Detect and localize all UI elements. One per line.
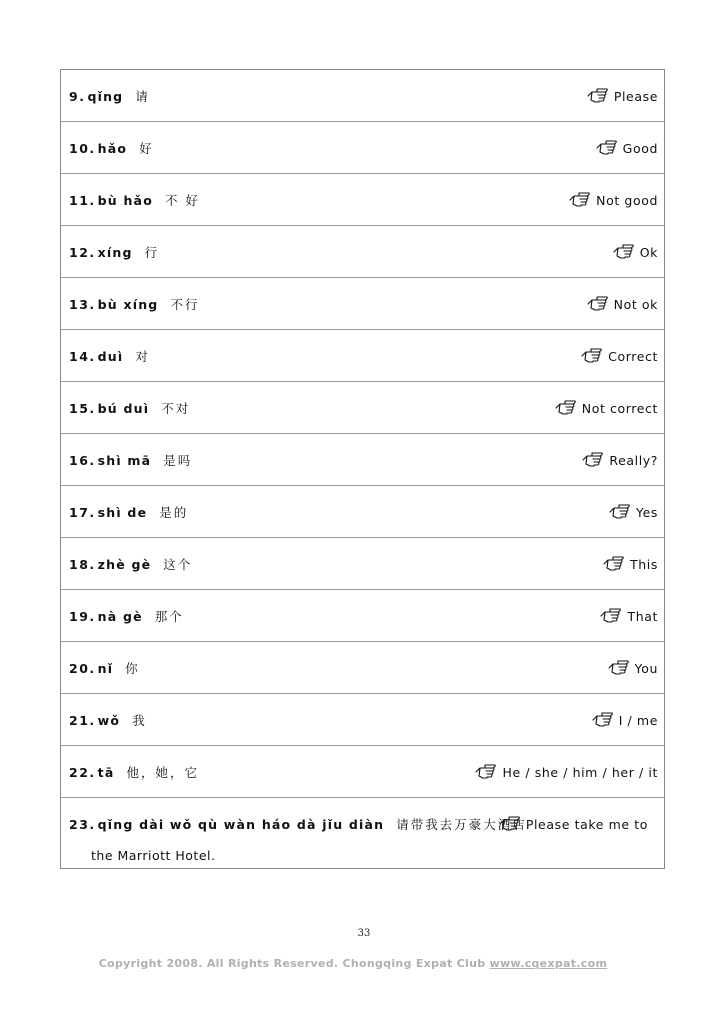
phrase-cell [69, 226, 159, 278]
chinese-text: 这个 [163, 557, 193, 572]
phrase-cell [69, 538, 192, 590]
english-text: Ok [639, 244, 658, 260]
english-cell [499, 798, 648, 850]
pinyin-text: duì [97, 348, 124, 364]
chinese-text: 是吗 [163, 453, 193, 468]
table-row [61, 642, 664, 694]
english-text: He / she / him / her / it [502, 764, 658, 780]
english-cell [569, 174, 658, 226]
pinyin-text: nǐ [97, 660, 114, 676]
phrase-cell [69, 486, 188, 538]
pointing-hand-icon [587, 295, 609, 313]
phrase-cell [69, 590, 184, 642]
pinyin-text: hǎo [97, 140, 128, 156]
phrase-cell [69, 694, 147, 746]
english-cell [600, 590, 658, 642]
chinese-text: 对 [135, 349, 150, 364]
chinese-text: 请带我去万豪大酒店 [396, 817, 527, 832]
english-text: Not correct [581, 400, 658, 416]
english-text: Good [622, 140, 658, 156]
row-number: 16. [69, 452, 96, 468]
row-number: 19. [69, 608, 96, 624]
english-text: That [627, 608, 658, 624]
footer [0, 957, 706, 970]
pointing-hand-icon [603, 555, 625, 573]
english-text: Correct [608, 348, 658, 364]
english-text: Please take me to [525, 816, 648, 832]
english-continuation: the Marriott Hotel. [91, 848, 216, 863]
pointing-hand-icon [582, 451, 604, 469]
table-row [61, 746, 664, 798]
table-row [61, 226, 664, 278]
phrase-cell [69, 122, 154, 174]
english-text: Please [613, 88, 658, 104]
pinyin-text: shì de [97, 504, 148, 520]
table-row [61, 590, 664, 642]
table-row [61, 70, 664, 122]
english-cell [603, 538, 658, 590]
english-text: This [630, 556, 658, 572]
row-number: 18. [69, 556, 96, 572]
chinese-text: 请 [135, 89, 150, 104]
row-number: 20. [69, 660, 96, 676]
row-number: 15. [69, 400, 96, 416]
pinyin-text: xíng [97, 244, 133, 260]
phrase-cell [69, 382, 190, 434]
english-text: You [634, 660, 658, 676]
chinese-text: 你 [125, 661, 140, 676]
pointing-hand-icon [613, 243, 635, 261]
chinese-text: 那个 [154, 609, 184, 624]
english-text: Really? [609, 452, 658, 468]
chinese-text: 我 [132, 713, 147, 728]
pinyin-text: bú duì [97, 400, 150, 416]
footer-link[interactable]: www.cqexpat.com [489, 957, 608, 970]
phrase-cell [69, 174, 200, 226]
english-cell [608, 642, 658, 694]
chinese-text: 行 [144, 245, 160, 260]
english-cell [596, 122, 658, 174]
row-number: 12. [69, 244, 96, 260]
table-row [61, 122, 664, 174]
english-text: Not good [596, 192, 658, 208]
pinyin-text: bù xíng [97, 296, 159, 312]
phrase-table [60, 69, 665, 869]
pointing-hand-icon [499, 815, 521, 833]
pinyin-text: nà gè [97, 608, 143, 624]
pointing-hand-icon [569, 191, 591, 209]
english-text: I / me [618, 712, 658, 728]
pinyin-text: tā [97, 764, 115, 780]
row-number: 11. [69, 192, 96, 208]
row-number: 13. [69, 296, 96, 312]
phrase-cell [69, 330, 150, 382]
table-row [61, 330, 664, 382]
english-text: Yes [636, 504, 658, 520]
pinyin-text: zhè gè [97, 556, 152, 572]
english-cell [613, 226, 658, 278]
pinyin-text: shì mā [97, 452, 152, 468]
chinese-text: 不 好 [164, 193, 200, 208]
phrase-cell [69, 746, 199, 798]
english-cell [587, 278, 658, 330]
english-cell [581, 330, 658, 382]
table-row [61, 538, 664, 590]
page-number: 33 [357, 928, 371, 939]
table-row [61, 174, 664, 226]
row-number: 21. [69, 712, 96, 728]
row-number: 22. [69, 764, 96, 780]
row-number: 23. [69, 816, 96, 832]
english-cell [592, 694, 658, 746]
pointing-hand-icon [596, 139, 618, 157]
phrase-cell [69, 434, 192, 486]
table-row [61, 798, 664, 868]
pinyin-text: wǒ [97, 712, 121, 728]
pointing-hand-icon [608, 659, 630, 677]
english-text: Not ok [613, 296, 658, 312]
pinyin-text: qǐng dài wǒ qù wàn háo dà jǐu diàn [97, 816, 385, 832]
table-row [61, 382, 664, 434]
pointing-hand-icon [581, 347, 603, 365]
table-row [61, 278, 664, 330]
row-number: 9. [69, 88, 86, 104]
row-number: 14. [69, 348, 96, 364]
pinyin-text: bù hǎo [97, 192, 153, 208]
chinese-text: 是的 [159, 505, 189, 520]
english-cell [475, 746, 658, 798]
chinese-text: 不行 [170, 297, 200, 312]
row-number: 10. [69, 140, 96, 156]
phrase-cell [69, 70, 150, 122]
chinese-text: 他，她，它 [126, 765, 199, 780]
english-cell [555, 382, 658, 434]
pointing-hand-icon [609, 503, 631, 521]
pinyin-text: qǐng [87, 88, 124, 104]
footer-copyright: Copyright 2008. All Rights Reserved. Chongqing Expat Club [98, 957, 490, 970]
chinese-text: 不对 [161, 401, 191, 416]
english-cell [582, 434, 658, 486]
pointing-hand-icon [587, 87, 609, 105]
table-row [61, 486, 664, 538]
row-number: 17. [69, 504, 96, 520]
pointing-hand-icon [555, 399, 577, 417]
english-cell [587, 70, 658, 122]
chinese-text: 好 [139, 141, 154, 156]
pointing-hand-icon [600, 607, 622, 625]
pointing-hand-icon [475, 763, 497, 781]
table-row [61, 694, 664, 746]
phrase-cell [69, 278, 199, 330]
phrase-cell [69, 642, 140, 694]
phrase-cell [69, 798, 527, 850]
pointing-hand-icon [592, 711, 614, 729]
english-cell [609, 486, 658, 538]
table-row [61, 434, 664, 486]
